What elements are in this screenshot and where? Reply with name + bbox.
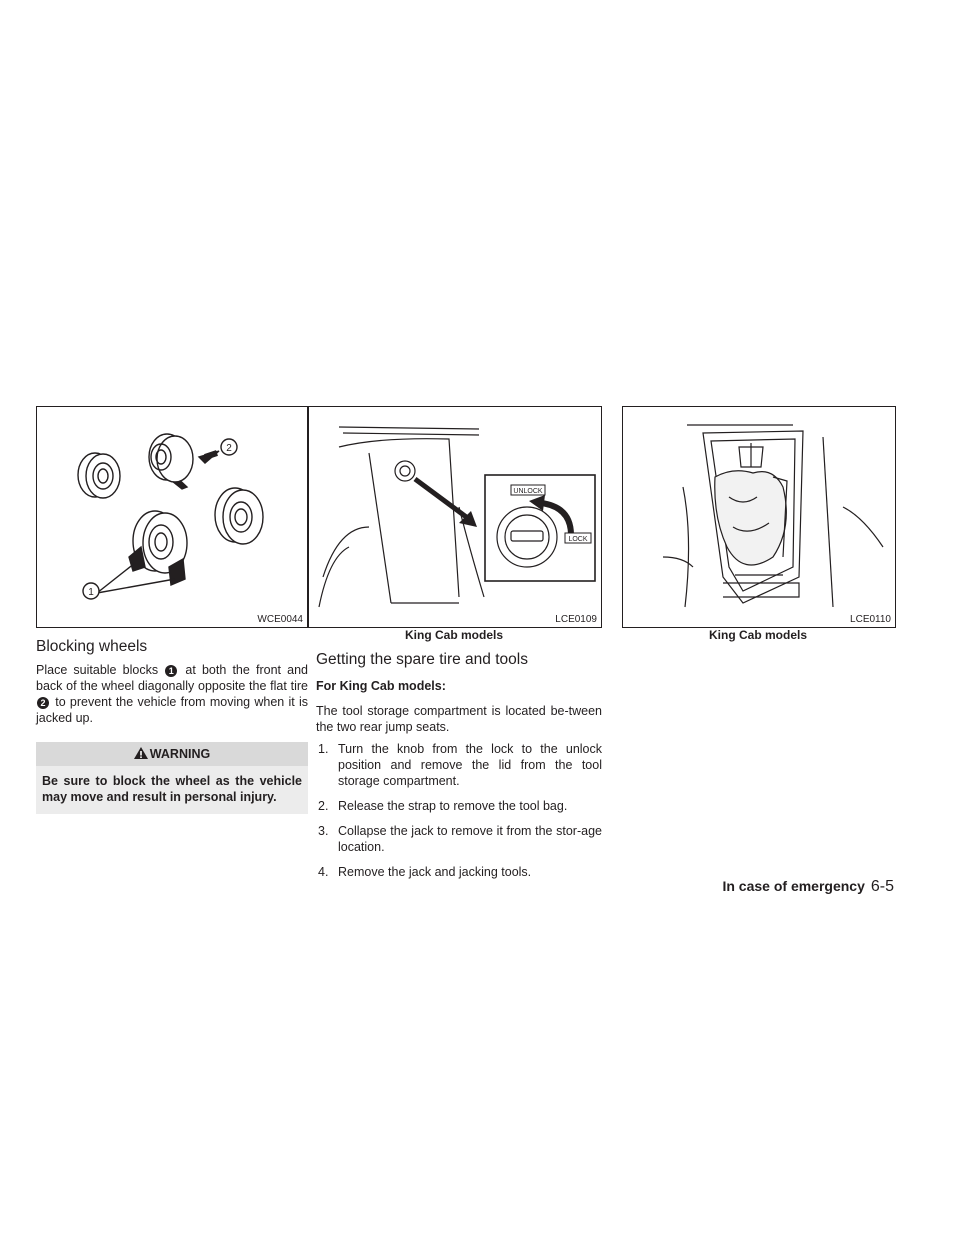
king-cab-subhead: For King Cab models: (316, 679, 446, 693)
list-item (316, 741, 602, 789)
blocking-wheels-illustration (37, 407, 307, 627)
list-item (316, 798, 602, 814)
warning-triangle-icon (134, 747, 148, 759)
unlock-label: UNLOCK (513, 488, 543, 495)
list-item (316, 864, 602, 880)
page-number: 6-5 (870, 878, 894, 895)
tool-bag-illustration (623, 407, 895, 627)
page-footer (722, 877, 894, 896)
spare-tire-title: Getting the spare tire and tools (316, 651, 528, 668)
spare-tire-steps (316, 741, 602, 880)
spare-tire-intro: The tool storage compartment is located be-tween the two rear jump seats. (316, 704, 602, 734)
blocking-wheels-section (36, 637, 308, 814)
step-number: 2. (318, 799, 329, 813)
step-text: Collapse the jack to remove it from the stor-age location. (338, 824, 602, 854)
spare-tire-section (316, 650, 602, 889)
callout-2-badge: 2 (37, 697, 49, 709)
figure-code: LCE0110 (850, 614, 891, 625)
figure-tool-bag (622, 406, 896, 628)
figure-code: WCE0044 (257, 614, 303, 625)
figure-blocking-wheels (36, 406, 308, 628)
text-segment: at both the front and back of the wheel diagonally opposite the flat tire (36, 663, 308, 693)
callout-2: 2 (226, 443, 232, 454)
warning-box (36, 742, 308, 814)
figure-code: LCE0109 (555, 614, 597, 625)
text-segment: Place suitable blocks (36, 663, 159, 677)
lock-label: LOCK (568, 536, 588, 543)
step-number: 4. (318, 865, 329, 879)
figure-caption-tool-bag: King Cab models (708, 628, 807, 642)
warning-label: WARNING (149, 747, 211, 761)
list-item (316, 823, 602, 855)
step-text: Turn the knob from the lock to the unlock position and remove the lid from the tool storage compartment. (338, 742, 602, 788)
figure-caption-knob: King Cab models (404, 628, 503, 642)
warning-text: Be sure to block the wheel as the vehicle may move and result in personal injury. (36, 766, 308, 814)
callout-1-badge: 1 (165, 665, 177, 677)
step-text: Remove the jack and jacking tools. (338, 865, 532, 879)
figure-storage-knob (308, 406, 602, 628)
step-number: 3. (318, 824, 329, 838)
blocking-wheels-paragraph (36, 662, 308, 726)
callout-1: 1 (88, 587, 94, 598)
text-segment: to prevent the vehicle from moving when it is jacked up. (36, 695, 308, 725)
storage-knob-illustration (309, 407, 601, 627)
step-text: Release the strap to remove the tool bag. (338, 799, 568, 813)
blocking-wheels-title: Blocking wheels (36, 638, 148, 655)
warning-header (36, 742, 308, 766)
section-name: In case of emergency (722, 878, 865, 894)
step-number: 1. (318, 742, 329, 756)
